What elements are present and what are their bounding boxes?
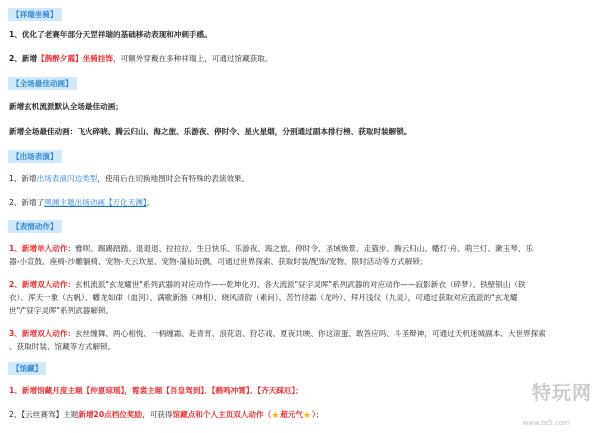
emote-note-2-lead: 2、新增双人动作： — [9, 280, 76, 289]
theme-monkey: 【齐天踩厄】 — [257, 386, 296, 395]
emote-note-1a — [9, 242, 588, 255]
mount-note-2 — [9, 52, 588, 65]
entrance-note-2 — [9, 196, 588, 209]
emote-note-2b: 衣）、浑天一象（古帆）、幡龙如律（血河）、满歌新肠（神相）、晓风清韵（素问）、苦竹径霜（龙吟）、拜月浅仪（九灵），可通过获取对应流派的"玄龙耀 — [9, 293, 518, 302]
collection-note-1-sep2: 、 — [204, 386, 212, 395]
collection-note-1-sep3: 、 — [249, 386, 258, 395]
section-tag-collection: 【馆藏】 — [8, 362, 46, 375]
emote-badge-label: 超元气 — [280, 410, 303, 419]
collection-note-1-end: ； — [295, 386, 303, 395]
section-tag-entrance: 【出场表演】 — [8, 150, 62, 163]
entrance-note-1-suffix: ，使用后在切换地图时会有特殊的表演效果。 — [97, 174, 250, 183]
collection-note-1-prefix: 1、新增馆藏月度主题 — [9, 386, 83, 395]
star-icon: ★ — [271, 411, 280, 421]
mvp-note-2: 新增全场最佳动画：飞火碎晓、腾云归山、海之旅、乐游夜、停时令、星火星烟，分别通过副本排行榜、获取时装解锁。 — [9, 127, 412, 136]
mount-note-2-suffix: ，可额外穿戴在多种祥瑞上，可通过馆藏获取。 — [113, 54, 273, 63]
star-icon: ★ — [302, 411, 312, 421]
mount-accessory-highlight: 【鹊醉夕霞】坐骑挂饰 — [37, 54, 114, 63]
reward-emote-highlight: 馆藏点和个人主页双人动作 — [172, 410, 264, 419]
site-watermark: 特玩网 — [531, 382, 592, 404]
theme-summer: 【仲夏琼瑶】 — [82, 386, 125, 395]
emote-note-1-text: 雅呗、踢踢踏踏、退退退、拉拉拉、生日快乐、乐游夜、海之旅、停时令、圣域焕景、走猫步、腾云归山、幡灯·舟、萌兰灯、漱玉琴、乐 — [75, 244, 534, 253]
mount-note-1: 1、优化了老赛年部分天罡祥瑞的基础移动表现和冲刺手感。 — [9, 30, 212, 39]
emote-badge: （★超元气★） — [263, 410, 316, 421]
section-tag-emotes: 【表情动作】 — [8, 220, 62, 233]
emote-note-3-text: 玄丝缠舞、两心相悦、一柄缠霜、赴青宵、浪花语、狩芯戏、夏夜共映、你这滚蛋、敢答应吗、斗圣辩神，可通过天机迷城副本、大世界探索 — [75, 329, 546, 338]
entrance-type-link[interactable]: 出场表演闪边类型 — [36, 174, 98, 183]
emote-note-2-text: 玄机流派"玄龙耀世"系列武器的对应动作——乾坤化刃、各大流派"昼字灵晖"系列武器的对应动作——寂影新衣（碎梦）、铁壁银山（铁 — [75, 280, 526, 289]
collection-note-2-prefix: 2、【云丝赛驾】主题 — [9, 410, 79, 419]
site-watermark-url: www.te5.com — [522, 419, 570, 427]
entrance-note-2-suffix: 。 — [146, 198, 155, 207]
collection-note-2-mid: ，可获得 — [142, 410, 173, 419]
section-tag-mounts: 【祥瑞坐骑】 — [8, 8, 62, 21]
collection-note-2 — [9, 408, 588, 421]
entrance-note-2-prefix: 2、新增了 — [9, 198, 45, 207]
entrance-note-1-prefix: 1、新增 — [9, 174, 37, 183]
emote-note-2a — [9, 278, 588, 291]
collection-note-2-end: ； — [315, 410, 324, 419]
section-tag-mvp-animation: 【全场最佳动画】 — [8, 77, 77, 90]
reward-tier-highlight: 新增20点档位奖励 — [78, 410, 143, 419]
theme-crane: 【鹤鸣冲霄】 — [211, 386, 250, 395]
emote-note-1-lead: 1、新增单人动作： — [9, 244, 76, 253]
collection-note-1-sep1: ，霓裳主题 — [124, 386, 163, 395]
emote-note-3a — [9, 327, 588, 340]
emote-note-3-lead: 3、新增双人动作： — [9, 329, 76, 338]
mvp-note-1: 新增玄机流派默认全场最佳动画； — [9, 102, 123, 111]
entrance-note-1 — [9, 172, 588, 185]
emote-note-2c: 世"/"昼字灵晖"系列武器解锁。 — [9, 306, 114, 315]
emote-note-1b: 器-小宣鼓、座椅-沙雕躺椅、宠物-天云坎星、宠物-蒲仙玩偶，可通过世界探索、获取时装/配饰/宠物、限时活动等方式解锁； — [9, 257, 428, 266]
collection-note-1 — [9, 384, 588, 397]
theme-emperor: 【吾皇驾到】 — [162, 386, 205, 395]
entrance-animation-link[interactable]: 黑渊主题出场动画【万化天渊】 — [44, 198, 147, 207]
mount-note-2-prefix: 2、新增 — [9, 54, 38, 63]
emote-note-3b: 、获取时装、馆藏等方式解锁。 — [9, 342, 116, 351]
